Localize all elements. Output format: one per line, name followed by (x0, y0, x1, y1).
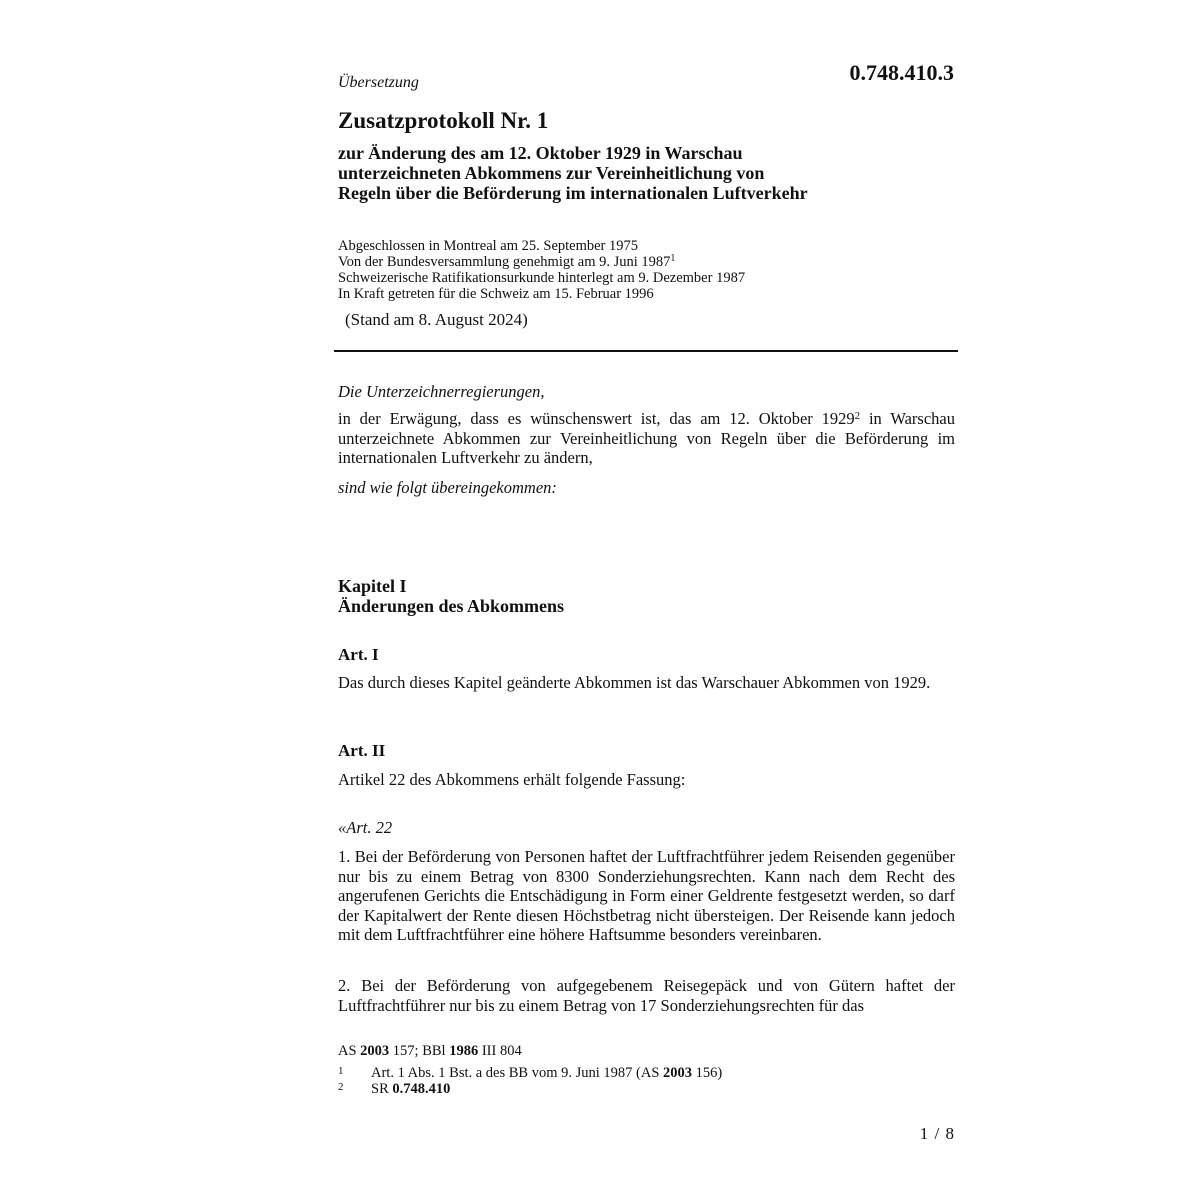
subtitle-line: Regeln über die Beförderung im internationalen Luftverkehr (338, 183, 808, 203)
footnote-ref[interactable]: 1 (670, 253, 676, 264)
document-title: Zusatzprotokoll Nr. 1 (338, 108, 549, 133)
article-heading: Art. II (338, 741, 386, 760)
in-force-line: In Kraft getreten für die Schweiz am 15. Februar 1996 (338, 286, 654, 302)
status-date: (Stand am 8. August 2024) (345, 310, 528, 329)
footnote-number: 2 (338, 1081, 344, 1093)
concluded-line: Abgeschlossen in Montreal am 25. September 1975 (338, 238, 639, 254)
chapter-number: Kapitel I (338, 576, 407, 596)
article-body: Artikel 22 des Abkommens erhält folgende Fassung: (338, 770, 686, 789)
chapter-heading (338, 576, 955, 616)
quoted-article-heading: «Art. 22 (338, 818, 393, 837)
chapter-title: Änderungen des Abkommens (338, 596, 565, 616)
sr-number: 0.748.410.3 (849, 60, 954, 85)
source-reference: AS 2003 157; BBl 1986 III 804 (338, 1043, 522, 1059)
subtitle-line: zur Änderung des am 12. Oktober 1929 in Warschau (338, 143, 743, 163)
ratification-line: Schweizerische Ratifikationsurkunde hinterlegt am 9. Dezember 1987 (338, 270, 746, 286)
enactment-metadata (338, 238, 955, 302)
article-body: Das durch dieses Kapitel geänderte Abkommen ist das Warschauer Abkommen von 1929. (338, 673, 931, 692)
footnote: 1 Art. 1 Abs. 1 Bst. a des BB vom 9. Juni 1987 (AS 2003 156) (338, 1065, 723, 1081)
paragraph: 1. Bei der Beförderung von Personen haftet der Luftfrachtführer jedem Reisenden gegenüber nur bis zu einem Betrag von 8300 Sonderziehungsrechten. Kann nach dem Recht des angerufenen Gerichts die Entschädigung in Form einer Geldrente festgesetzt werden, so darf der Kapitalwert der Rente diesen Höchstbetrag nicht übersteigen. Der Reisende kann jedoch mit dem Luftfrachtführer eine höhere Haftsumme besonders vereinbaren. (338, 847, 955, 944)
preamble-closing: sind wie folgt übereingekommen: (338, 478, 557, 497)
translation-label: Übersetzung (338, 74, 419, 91)
subtitle-line: unterzeichneten Abkommens zur Vereinheitlichung von (338, 163, 765, 183)
footnote-ref[interactable]: 2 (854, 410, 861, 422)
preamble-body: in der Erwägung, dass es wünschenswert ist, das am 12. Oktober 1929$^2$ in Warschau unterzeichnete Abkommen zur Vereinheitlichung von Regeln über die Beförderung im internationalen Luftverkehr zu ändern, (338, 409, 955, 467)
approved-line: Von der Bundesversammlung genehmigt am 9. Juni 1987$^1$ (338, 253, 676, 270)
page-number: 1 / 8 (919, 1124, 955, 1143)
preamble-heading: Die Unterzeichnerregierungen, (338, 382, 545, 401)
article-heading: Art. I (338, 645, 379, 664)
footnote-number: 1 (338, 1065, 344, 1077)
header-divider (334, 350, 958, 352)
document-subtitle (338, 143, 955, 203)
footnote: 2 SR 0.748.410 (338, 1081, 451, 1097)
paragraph: 2. Bei der Beförderung von aufgegebenem Reisegepäck und von Gütern haftet der Luftfrachtführer nur bis zu einem Betrag von 17 Sonderziehungsrechten für das (338, 976, 955, 1015)
